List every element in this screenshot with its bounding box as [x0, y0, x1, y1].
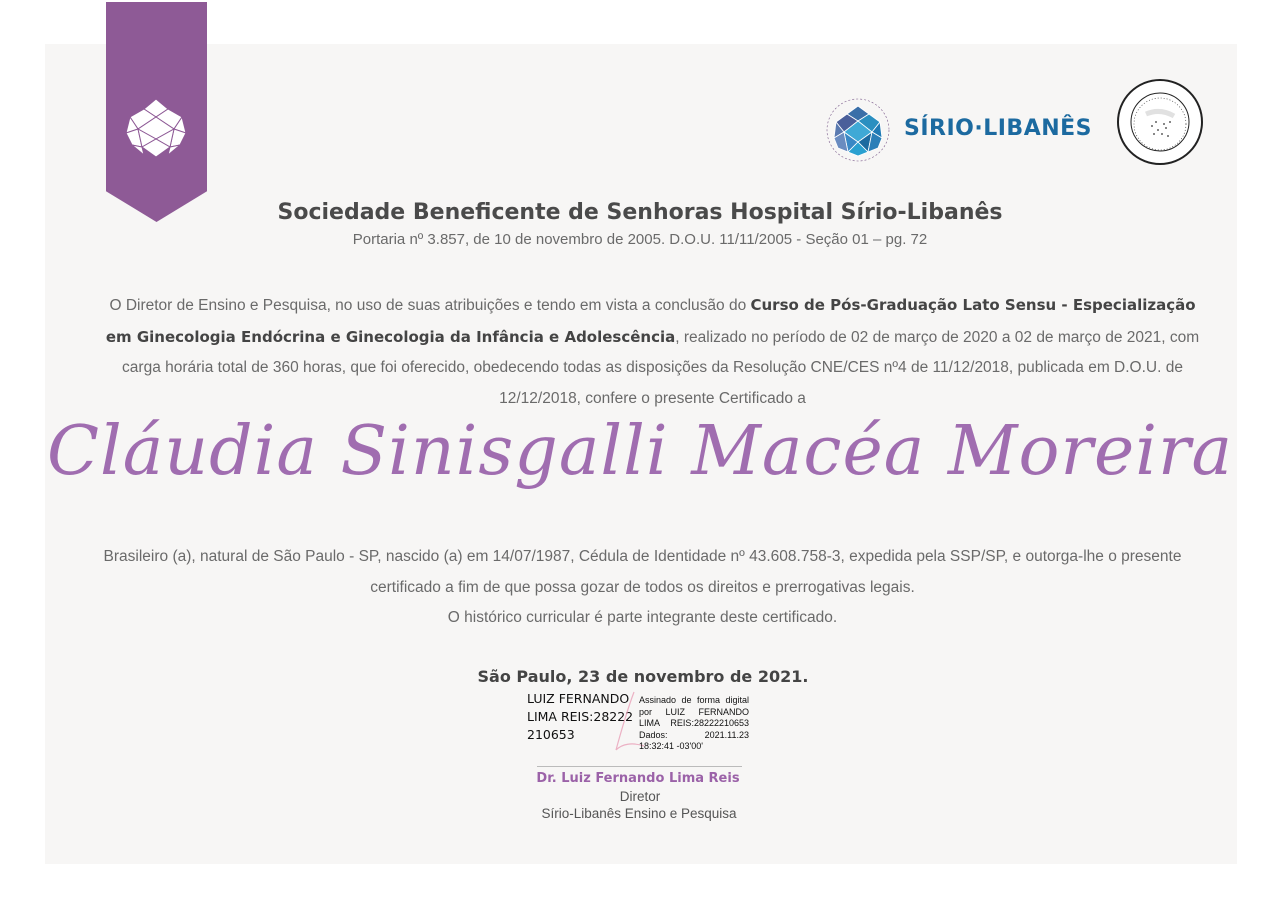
sirio-libanes-logo	[822, 96, 1092, 162]
digital-signature-info: Assinado de forma digital por LUIZ FERNANDO LIMA REIS:28222210653 Dados: 2021.11.23 18:32:41 -03'00'	[639, 695, 749, 751]
place-and-date: São Paulo, 23 de novembro de 2021.	[477, 667, 809, 686]
course-name: Curso de Pós-Graduação Lato Sensu - Especialização em Ginecologia Endócrina e Ginecologia da Infância e Adolescência	[105, 296, 1196, 346]
institution-ordinance: Portaria nº 3.857, de 10 de novembro de 2005. D.O.U. 11/11/2005 - Seção 01 – pg. 72	[352, 231, 928, 248]
signature-line	[537, 766, 742, 767]
body-details: , realizado no período de 02 de março de 2020 a 02 de março de 2021, com carga horária total de 360 horas, que foi oferecido, obedecendo todas as disposições da Resolução CNE/CES nº4 de 11/12/2018, publicada em D.O.U. de 12/12/2018, confere o presente Certificado a	[122, 328, 1200, 407]
recipient-name: Cláudia Sinisgalli Macéa Moreira	[46, 412, 1233, 491]
closing-statement: Brasileiro (a), natural de São Paulo - SP, nascido (a) em 14/07/1987, Cédula de Identidade nº 43.608.758-3, expedida pela SSP/SP, e outorga-lhe o presente certificado a fim de que possa gozar de todos os direitos e prerrogativas legais.	[103, 548, 1182, 596]
signer-organization: Sírio-Libanês Ensino e Pesquisa	[541, 806, 737, 821]
hospital-emblem-icon	[822, 96, 892, 162]
polyhedron-emblem-icon	[122, 95, 190, 163]
signer-role: Diretor	[619, 789, 661, 804]
ribbon-banner	[106, 2, 207, 222]
closing-note: O histórico curricular é parte integrante deste certificado.	[447, 609, 838, 626]
republic-seal-icon	[1116, 78, 1204, 166]
body-intro: O Diretor de Ensino e Pesquisa, no uso de suas atribuições e tendo em vista a conclusão do	[109, 297, 751, 314]
signer-name: Dr. Luiz Fernando Lima Reis	[536, 771, 740, 786]
brand-wordmark: SÍRIO·LIBANÊS	[904, 116, 1092, 141]
institution-title: Sociedade Beneficente de Senhoras Hospital Sírio-Libanês	[277, 200, 1003, 225]
certificate-closing	[100, 542, 1185, 634]
digital-signer-block: LUIZ FERNANDO LIMA REIS:28222210653	[527, 691, 634, 742]
certificate-body	[105, 290, 1200, 414]
